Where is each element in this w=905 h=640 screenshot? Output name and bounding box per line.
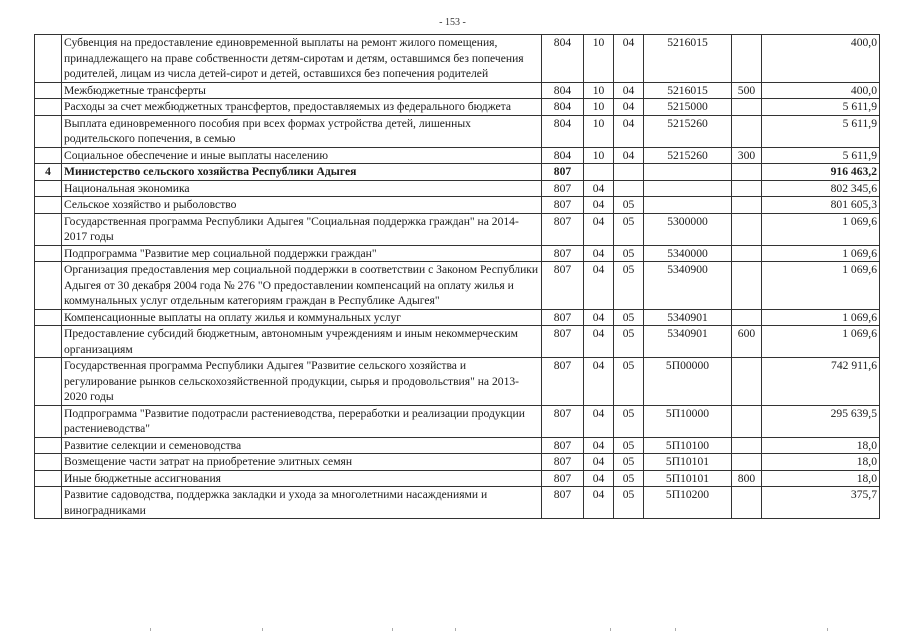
target-item-code-cell: 5216015 (644, 35, 732, 83)
budget-table (34, 34, 880, 519)
table-row (35, 115, 880, 147)
department-code-cell: 804 (542, 99, 584, 116)
subsection-code-cell (614, 164, 644, 181)
row-number-cell (35, 326, 62, 358)
amount-cell: 742 911,6 (762, 358, 880, 406)
section-code-cell: 04 (584, 358, 614, 406)
department-code-cell: 807 (542, 358, 584, 406)
table-row (35, 82, 880, 99)
section-code-cell: 04 (584, 245, 614, 262)
item-name-cell: Организация предоставления мер социальной поддержки в соответствии с Законом Республики Адыгея от 30 декабря 2004 года № 276 "О предоставлении компенсаций на оплату жилья и коммунальных услуг отдельным категориям граждан в Республике Адыгея" (62, 262, 542, 310)
department-code-cell: 807 (542, 309, 584, 326)
subsection-code-cell (614, 180, 644, 197)
table-row (35, 358, 880, 406)
section-code-cell: 04 (584, 213, 614, 245)
target-item-code-cell: 5215260 (644, 115, 732, 147)
table-row (35, 245, 880, 262)
expense-type-code-cell (732, 197, 762, 214)
target-item-code-cell: 5215000 (644, 99, 732, 116)
department-code-cell: 807 (542, 405, 584, 437)
target-item-code-cell: 5340901 (644, 309, 732, 326)
target-item-code-cell: 5340900 (644, 262, 732, 310)
subsection-code-cell: 04 (614, 35, 644, 83)
item-name-cell: Возмещение части затрат на приобретение элитных семян (62, 454, 542, 471)
item-name-cell: Министерство сельского хозяйства Республики Адыгея (62, 164, 542, 181)
department-code-cell: 807 (542, 164, 584, 181)
amount-cell: 802 345,6 (762, 180, 880, 197)
table-row (35, 454, 880, 471)
subsection-code-cell: 04 (614, 99, 644, 116)
subsection-code-cell: 05 (614, 213, 644, 245)
item-name-cell: Компенсационные выплаты на оплату жилья и коммунальных услуг (62, 309, 542, 326)
table-row (35, 180, 880, 197)
target-item-code-cell (644, 180, 732, 197)
section-code-cell: 04 (584, 454, 614, 471)
row-number-cell: 4 (35, 164, 62, 181)
item-name-cell: Иные бюджетные ассигнования (62, 470, 542, 487)
item-name-cell: Развитие садоводства, поддержка закладки и ухода за многолетними насаждениями и виноградниками (62, 487, 542, 519)
section-code-cell: 04 (584, 487, 614, 519)
table-row (35, 326, 880, 358)
item-name-cell: Сельское хозяйство и рыболовство (62, 197, 542, 214)
target-item-code-cell: 5П10200 (644, 487, 732, 519)
subsection-code-cell: 05 (614, 197, 644, 214)
subsection-code-cell: 05 (614, 470, 644, 487)
item-name-cell: Субвенция на предоставление единовременной выплаты на ремонт жилого помещения, принадлежащего на праве собственности детям-сиротам и детям, оставшимся без попечения родителей, лицам из числа детей-сирот и детей, оставшихся без попечения родителей (62, 35, 542, 83)
section-code-cell: 04 (584, 262, 614, 310)
row-number-cell (35, 437, 62, 454)
subsection-code-cell: 05 (614, 309, 644, 326)
row-number-cell (35, 470, 62, 487)
table-row (35, 197, 880, 214)
target-item-code-cell: 5П10101 (644, 470, 732, 487)
department-code-cell: 804 (542, 35, 584, 83)
table-row (35, 213, 880, 245)
section-code-cell: 04 (584, 309, 614, 326)
amount-cell: 1 069,6 (762, 326, 880, 358)
department-code-cell: 807 (542, 437, 584, 454)
subsection-code-cell: 05 (614, 437, 644, 454)
section-code-cell: 10 (584, 35, 614, 83)
department-code-cell: 807 (542, 470, 584, 487)
department-code-cell: 807 (542, 180, 584, 197)
section-code-cell: 10 (584, 99, 614, 116)
item-name-cell: Социальное обеспечение и иные выплаты населению (62, 147, 542, 164)
expense-type-code-cell (732, 437, 762, 454)
item-name-cell: Расходы за счет межбюджетных трансфертов, предоставляемых из федерального бюджета (62, 99, 542, 116)
department-code-cell: 804 (542, 82, 584, 99)
table-row (35, 147, 880, 164)
expense-type-code-cell (732, 309, 762, 326)
amount-cell: 916 463,2 (762, 164, 880, 181)
row-number-cell (35, 147, 62, 164)
expense-type-code-cell (732, 35, 762, 83)
expense-type-code-cell: 300 (732, 147, 762, 164)
amount-cell: 1 069,6 (762, 309, 880, 326)
section-code-cell: 10 (584, 115, 614, 147)
row-number-cell (35, 454, 62, 471)
amount-cell: 5 611,9 (762, 147, 880, 164)
subsection-code-cell: 05 (614, 405, 644, 437)
subsection-code-cell: 05 (614, 487, 644, 519)
row-number-cell (35, 35, 62, 83)
expense-type-code-cell (732, 245, 762, 262)
section-code-cell: 04 (584, 405, 614, 437)
section-code-cell (584, 164, 614, 181)
department-code-cell: 807 (542, 245, 584, 262)
target-item-code-cell: 5П10000 (644, 405, 732, 437)
amount-cell: 375,7 (762, 487, 880, 519)
item-name-cell: Государственная программа Республики Адыгея "Развитие сельского хозяйства и регулирование рынков сельскохозяйственной продукции, сырья и продовольствия" на 2013-2020 годы (62, 358, 542, 406)
table-row (35, 470, 880, 487)
target-item-code-cell: 5215260 (644, 147, 732, 164)
subsection-code-cell: 04 (614, 82, 644, 99)
table-row-ministry (35, 164, 880, 181)
amount-cell: 295 639,5 (762, 405, 880, 437)
expense-type-code-cell (732, 115, 762, 147)
department-code-cell: 807 (542, 213, 584, 245)
expense-type-code-cell (732, 487, 762, 519)
section-code-cell: 10 (584, 147, 614, 164)
row-number-cell (35, 405, 62, 437)
row-number-cell (35, 213, 62, 245)
section-code-cell: 04 (584, 180, 614, 197)
target-item-code-cell: 5340000 (644, 245, 732, 262)
department-code-cell: 807 (542, 197, 584, 214)
subsection-code-cell: 05 (614, 245, 644, 262)
expense-type-code-cell (732, 164, 762, 181)
section-code-cell: 04 (584, 470, 614, 487)
department-code-cell: 807 (542, 326, 584, 358)
table-row (35, 99, 880, 116)
amount-cell: 18,0 (762, 454, 880, 471)
department-code-cell: 804 (542, 147, 584, 164)
target-item-code-cell (644, 164, 732, 181)
item-name-cell: Межбюджетные трансферты (62, 82, 542, 99)
subsection-code-cell: 04 (614, 115, 644, 147)
page-number: - 153 - (439, 17, 466, 28)
expense-type-code-cell (732, 405, 762, 437)
subsection-code-cell: 05 (614, 326, 644, 358)
row-number-cell (35, 309, 62, 326)
row-number-cell (35, 487, 62, 519)
expense-type-code-cell (732, 180, 762, 197)
item-name-cell: Развитие селекции и семеноводства (62, 437, 542, 454)
section-code-cell: 04 (584, 197, 614, 214)
row-number-cell (35, 82, 62, 99)
department-code-cell: 807 (542, 262, 584, 310)
amount-cell: 18,0 (762, 470, 880, 487)
expense-type-code-cell: 600 (732, 326, 762, 358)
item-name-cell: Подпрограмма "Развитие мер социальной поддержки граждан" (62, 245, 542, 262)
target-item-code-cell: 5П10101 (644, 454, 732, 471)
item-name-cell: Выплата единовременного пособия при всех формах устройства детей, лишенных родительского попечения, в семью (62, 115, 542, 147)
department-code-cell: 807 (542, 454, 584, 471)
item-name-cell: Государственная программа Республики Адыгея "Социальная поддержка граждан" на 2014-2017 годы (62, 213, 542, 245)
section-code-cell: 10 (584, 82, 614, 99)
amount-cell: 5 611,9 (762, 115, 880, 147)
expense-type-code-cell (732, 213, 762, 245)
table-row (35, 262, 880, 310)
target-item-code-cell: 5П00000 (644, 358, 732, 406)
amount-cell: 1 069,6 (762, 245, 880, 262)
row-number-cell (35, 99, 62, 116)
target-item-code-cell (644, 197, 732, 214)
item-name-cell: Национальная экономика (62, 180, 542, 197)
subsection-code-cell: 05 (614, 454, 644, 471)
row-number-cell (35, 115, 62, 147)
row-number-cell (35, 245, 62, 262)
table-row (35, 437, 880, 454)
item-name-cell: Подпрограмма "Развитие подотрасли растениеводства, переработки и реализации продукции растениеводства" (62, 405, 542, 437)
subsection-code-cell: 05 (614, 358, 644, 406)
expense-type-code-cell (732, 454, 762, 471)
table-body (35, 35, 880, 519)
amount-cell: 801 605,3 (762, 197, 880, 214)
target-item-code-cell: 5300000 (644, 213, 732, 245)
row-number-cell (35, 358, 62, 406)
table-row (35, 487, 880, 519)
subsection-code-cell: 05 (614, 262, 644, 310)
amount-cell: 1 069,6 (762, 262, 880, 310)
item-name-cell: Предоставление субсидий бюджетным, автономным учреждениям и иным некоммерческим организациям (62, 326, 542, 358)
expense-type-code-cell (732, 99, 762, 116)
table-row (35, 405, 880, 437)
subsection-code-cell: 04 (614, 147, 644, 164)
department-code-cell: 804 (542, 115, 584, 147)
target-item-code-cell: 5216015 (644, 82, 732, 99)
section-code-cell: 04 (584, 326, 614, 358)
amount-cell: 5 611,9 (762, 99, 880, 116)
row-number-cell (35, 197, 62, 214)
target-item-code-cell: 5340901 (644, 326, 732, 358)
target-item-code-cell: 5П10100 (644, 437, 732, 454)
section-code-cell: 04 (584, 437, 614, 454)
expense-type-code-cell: 500 (732, 82, 762, 99)
amount-cell: 400,0 (762, 82, 880, 99)
expense-type-code-cell (732, 262, 762, 310)
table-row (35, 309, 880, 326)
amount-cell: 1 069,6 (762, 213, 880, 245)
expense-type-code-cell: 800 (732, 470, 762, 487)
department-code-cell: 807 (542, 487, 584, 519)
expense-type-code-cell (732, 358, 762, 406)
row-number-cell (35, 180, 62, 197)
amount-cell: 18,0 (762, 437, 880, 454)
amount-cell: 400,0 (762, 35, 880, 83)
table-row (35, 35, 880, 83)
scan-edge-marks (0, 628, 905, 632)
row-number-cell (35, 262, 62, 310)
